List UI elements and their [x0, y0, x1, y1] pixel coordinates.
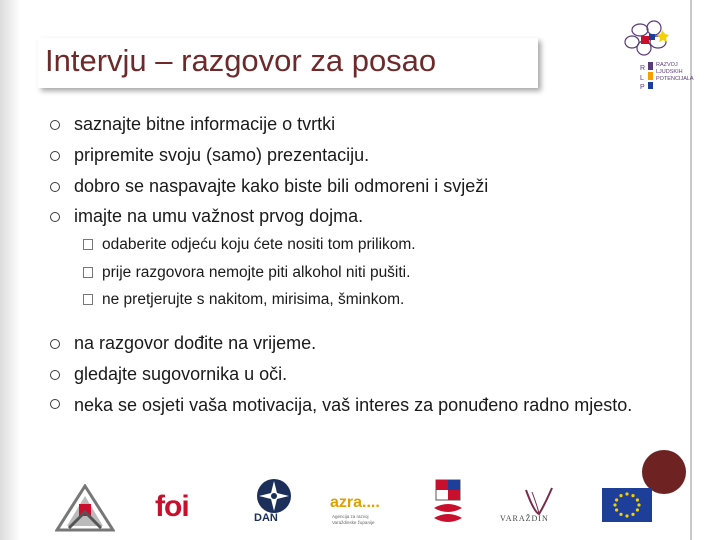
- school-emblem-icon: [55, 484, 115, 534]
- left-frame-border: [0, 0, 20, 540]
- top-logo-caption: RAZVOJ LJUDSKIH POTENCIJALA: [656, 62, 694, 82]
- eu-flag-icon: [602, 488, 652, 522]
- svg-text:L: L: [640, 75, 644, 82]
- svg-text:P: P: [640, 84, 645, 90]
- varazdin-v-icon: [522, 486, 556, 516]
- square-bullet-icon: [83, 239, 93, 250]
- bullet-circle-icon: [50, 120, 60, 130]
- dan-logo-label: DAN: [254, 512, 278, 524]
- logo-strip: [0, 478, 720, 540]
- bullet-circle-icon: [50, 370, 60, 380]
- foi-logo: foi: [155, 490, 189, 523]
- compass-star-icon: [252, 478, 296, 514]
- square-bullet-icon: [83, 267, 93, 278]
- azra-logo-subtitle: Agencija za razvoj Varaždinske županije: [332, 514, 375, 525]
- bullet-circle-icon: [50, 151, 60, 161]
- bullet-circle-icon: [50, 182, 60, 192]
- bullet-circle-icon: [50, 212, 60, 222]
- bullet-circle-icon: [50, 339, 60, 349]
- slide-title: Intervju – razgovor za posao: [45, 43, 437, 78]
- county-coat-of-arms-icon: [430, 478, 466, 528]
- svg-text:R: R: [640, 65, 646, 72]
- top-right-logo: [620, 16, 692, 90]
- square-bullet-icon: [83, 294, 93, 305]
- bullet-circle-icon: [50, 399, 60, 409]
- varazdin-logo-label: VARAŽDIN: [500, 514, 549, 523]
- azra-logo: azra....: [330, 494, 380, 511]
